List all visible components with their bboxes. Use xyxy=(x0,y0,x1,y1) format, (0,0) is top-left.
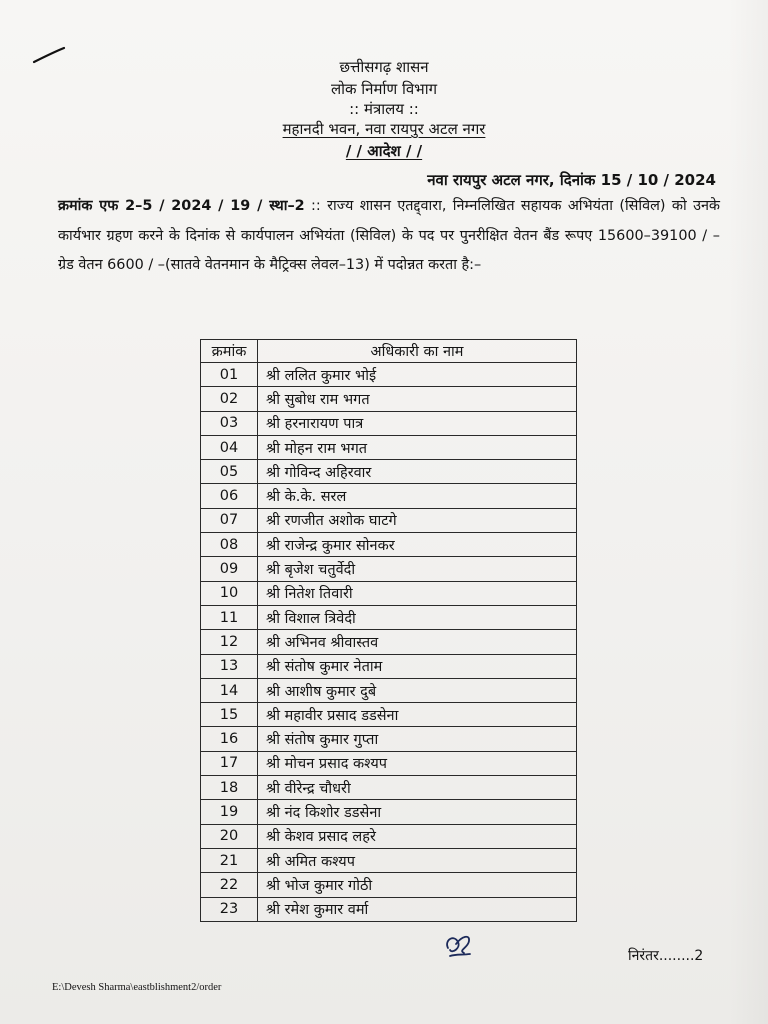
serial-number-cell: 07 xyxy=(201,508,258,532)
serial-number-cell: 16 xyxy=(201,727,258,751)
serial-number-cell: 01 xyxy=(201,363,258,387)
table-row xyxy=(201,703,577,727)
table-row xyxy=(201,630,577,654)
officer-name-cell: श्री नितेश तिवारी xyxy=(258,581,577,605)
serial-number-cell: 13 xyxy=(201,654,258,678)
officer-name-cell: श्री रमेश कुमार वर्मा xyxy=(258,897,577,921)
serial-number-cell: 10 xyxy=(201,581,258,605)
officer-name-cell: श्री महावीर प्रसाद डडसेना xyxy=(258,703,577,727)
serial-number-cell: 18 xyxy=(201,776,258,800)
header-order-title: / / आदेश / / xyxy=(345,142,423,160)
officer-name-cell: श्री भोज कुमार गोठी xyxy=(258,873,577,897)
table-row xyxy=(201,605,577,629)
officer-name-cell: श्री के.के. सरल xyxy=(258,484,577,508)
officer-name-cell: श्री संतोष कुमार नेताम xyxy=(258,654,577,678)
serial-number-cell: 04 xyxy=(201,435,258,459)
serial-number-cell: 09 xyxy=(201,557,258,581)
officer-name-cell: श्री ललित कुमार भोई xyxy=(258,363,577,387)
officer-name-cell: श्री आशीष कुमार दुबे xyxy=(258,678,577,702)
serial-number-cell: 11 xyxy=(201,605,258,629)
header-ministry: :: मंत्रालय :: xyxy=(349,100,419,118)
officer-name-cell: श्री संतोष कुमार गुप्ता xyxy=(258,727,577,751)
table-header-row xyxy=(201,340,577,363)
officer-name-cell: श्री अभिनव श्रीवास्तव xyxy=(258,630,577,654)
table-row xyxy=(201,727,577,751)
table-row xyxy=(201,435,577,459)
serial-number-cell: 06 xyxy=(201,484,258,508)
order-reference-number: क्रमांक एफ 2–5 / 2024 / 19 / स्था–2 xyxy=(58,198,305,214)
serial-number-cell: 17 xyxy=(201,751,258,775)
initials-signature-icon xyxy=(442,928,476,960)
header-government: छत्तीसगढ़ शासन xyxy=(339,58,429,76)
table-row xyxy=(201,363,577,387)
officer-name-cell: श्री केशव प्रसाद लहरे xyxy=(258,824,577,848)
officer-name-cell: श्री मोचन प्रसाद कश्यप xyxy=(258,751,577,775)
table-row xyxy=(201,897,577,921)
table-row xyxy=(201,800,577,824)
officer-name-cell: श्री गोविन्द अहिरवार xyxy=(258,460,577,484)
order-body xyxy=(58,192,720,281)
serial-number-cell: 22 xyxy=(201,873,258,897)
footer-file-path: E:\Devesh Sharma\eastblishment2/order xyxy=(52,982,222,993)
officer-name-cell: श्री अमित कश्यप xyxy=(258,848,577,872)
table-row xyxy=(201,873,577,897)
officer-name-cell: श्री मोहन राम भगत xyxy=(258,435,577,459)
table-row xyxy=(201,678,577,702)
table-row xyxy=(201,557,577,581)
header-serial: क्रमांक xyxy=(201,340,258,363)
serial-number-cell: 12 xyxy=(201,630,258,654)
officer-name-cell: श्री राजेन्द्र कुमार सोनकर xyxy=(258,533,577,557)
serial-number-cell: 21 xyxy=(201,848,258,872)
serial-number-cell: 15 xyxy=(201,703,258,727)
serial-number-cell: 19 xyxy=(201,800,258,824)
header-officer-name: अधिकारी का नाम xyxy=(258,340,577,363)
table-row xyxy=(201,533,577,557)
serial-number-cell: 14 xyxy=(201,678,258,702)
table-row xyxy=(201,751,577,775)
table-row xyxy=(201,484,577,508)
table-row xyxy=(201,848,577,872)
table-row xyxy=(201,654,577,678)
table-row xyxy=(201,581,577,605)
serial-number-cell: 23 xyxy=(201,897,258,921)
promotion-table xyxy=(200,339,577,922)
officer-name-cell: श्री रणजीत अशोक घाटगे xyxy=(258,508,577,532)
serial-number-cell: 02 xyxy=(201,387,258,411)
officer-name-cell: श्री बृजेश चतुर्वेदी xyxy=(258,557,577,581)
serial-number-cell: 05 xyxy=(201,460,258,484)
table-row xyxy=(201,387,577,411)
officer-name-cell: श्री हरनारायण पात्र xyxy=(258,411,577,435)
officer-name-cell: श्री वीरेन्द्र चौधरी xyxy=(258,776,577,800)
serial-number-cell: 08 xyxy=(201,533,258,557)
table-row xyxy=(201,460,577,484)
table-row xyxy=(201,508,577,532)
order-text: :: राज्य शासन एतद्द्वारा, निम्नलिखित सहायक अभियंता (सिविल) को उनके कार्यभार ग्रहण करने के दिनांक से कार्यपालन अभियंता (सिविल) के पद पर पुनरीक्षित वेतन बैंड रूपए 15600–39100 / – ग्रेड वेतन 6600 / –(सातवे वेतनमान के मैट्रिक्स लेवल–13) में पदोन्नत करता है:– xyxy=(58,198,720,273)
serial-number-cell: 03 xyxy=(201,411,258,435)
officer-name-cell: श्री नंद किशोर डडसेना xyxy=(258,800,577,824)
header-department: लोक निर्माण विभाग xyxy=(330,80,438,98)
header-address: महानदी भवन, नवा रायपुर अटल नगर xyxy=(282,120,486,138)
table-row xyxy=(201,411,577,435)
table-row xyxy=(201,824,577,848)
table-row xyxy=(201,776,577,800)
continued-marker: निरंतर........2 xyxy=(628,948,704,964)
serial-number-cell: 20 xyxy=(201,824,258,848)
officer-name-cell: श्री विशाल त्रिवेदी xyxy=(258,605,577,629)
order-date-line: नवा रायपुर अटल नगर, दिनांक 15 / 10 / 2024 xyxy=(427,171,716,189)
officer-name-cell: श्री सुबोध राम भगत xyxy=(258,387,577,411)
